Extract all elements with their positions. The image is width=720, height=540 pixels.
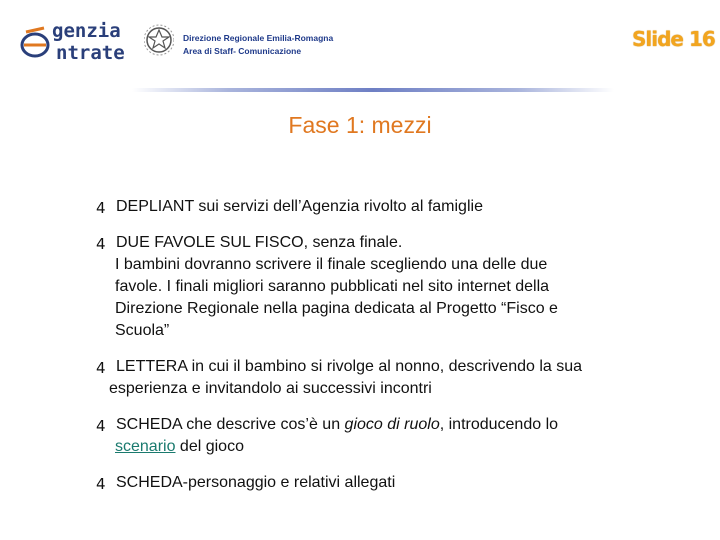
page-title: Fase 1: mezzi (288, 112, 432, 138)
item-continuation: Direzione Regionale nella pagina dedicata al Progetto “Fisco e (115, 300, 558, 317)
item-text-part: del gioco (175, 438, 244, 455)
numbered-four-bullet-icon: 4 (96, 475, 106, 493)
numbered-four-bullet-icon: 4 (96, 199, 106, 217)
slide-number: Slide 16 (632, 27, 715, 51)
numbered-four-bullet-icon: 4 (96, 235, 106, 253)
item-text-part: , introducendo lo (439, 416, 559, 433)
agenzia-entrate-logo (12, 18, 172, 66)
republic-emblem-icon (144, 22, 174, 58)
scenario-link[interactable]: scenario (115, 438, 176, 455)
item-continuation: esperienza e invitandolo ai successivi incontri (109, 380, 432, 397)
logo-word-bottom: ntrate (56, 42, 125, 64)
logo-word-top: genzia (52, 20, 121, 42)
list-item (96, 232, 656, 342)
numbered-four-bullet-icon: 4 (96, 417, 106, 435)
item-text: DEPLIANT sui servizi dell’Agenzia rivolto al famiglie (116, 198, 483, 215)
item-text-part: SCHEDA che descrive cos’è un (116, 416, 345, 433)
list-item (96, 356, 656, 400)
item-text-italic: gioco di ruolo (344, 416, 440, 433)
list-item (96, 414, 656, 458)
bullet-list (96, 196, 656, 508)
item-continuation: favole. I finali migliori saranno pubblicati nel sito internet della (115, 278, 550, 295)
agenzia-e-logo-icon (20, 26, 54, 60)
item-continuation: Scuola” (115, 322, 170, 339)
item-text: SCHEDA-personaggio e relativi allegati (116, 474, 396, 491)
item-continuation (96, 436, 656, 458)
item-text (96, 414, 656, 436)
item-text: DUE FAVOLE SUL FISCO, senza finale. (116, 234, 403, 251)
list-item (96, 196, 656, 218)
numbered-four-bullet-icon: 4 (96, 359, 106, 377)
org-line-2: Area di Staff- Comunicazione (183, 46, 302, 56)
list-item (96, 472, 656, 494)
header-divider (132, 88, 614, 92)
item-continuation: I bambini dovranno scrivere il finale scegliendo una delle due (115, 256, 548, 273)
item-text: LETTERA in cui il bambino si rivolge al nonno, descrivendo la sua (116, 358, 583, 375)
org-header (183, 32, 333, 58)
org-line-1: Direzione Regionale Emilia-Romagna (183, 33, 334, 43)
